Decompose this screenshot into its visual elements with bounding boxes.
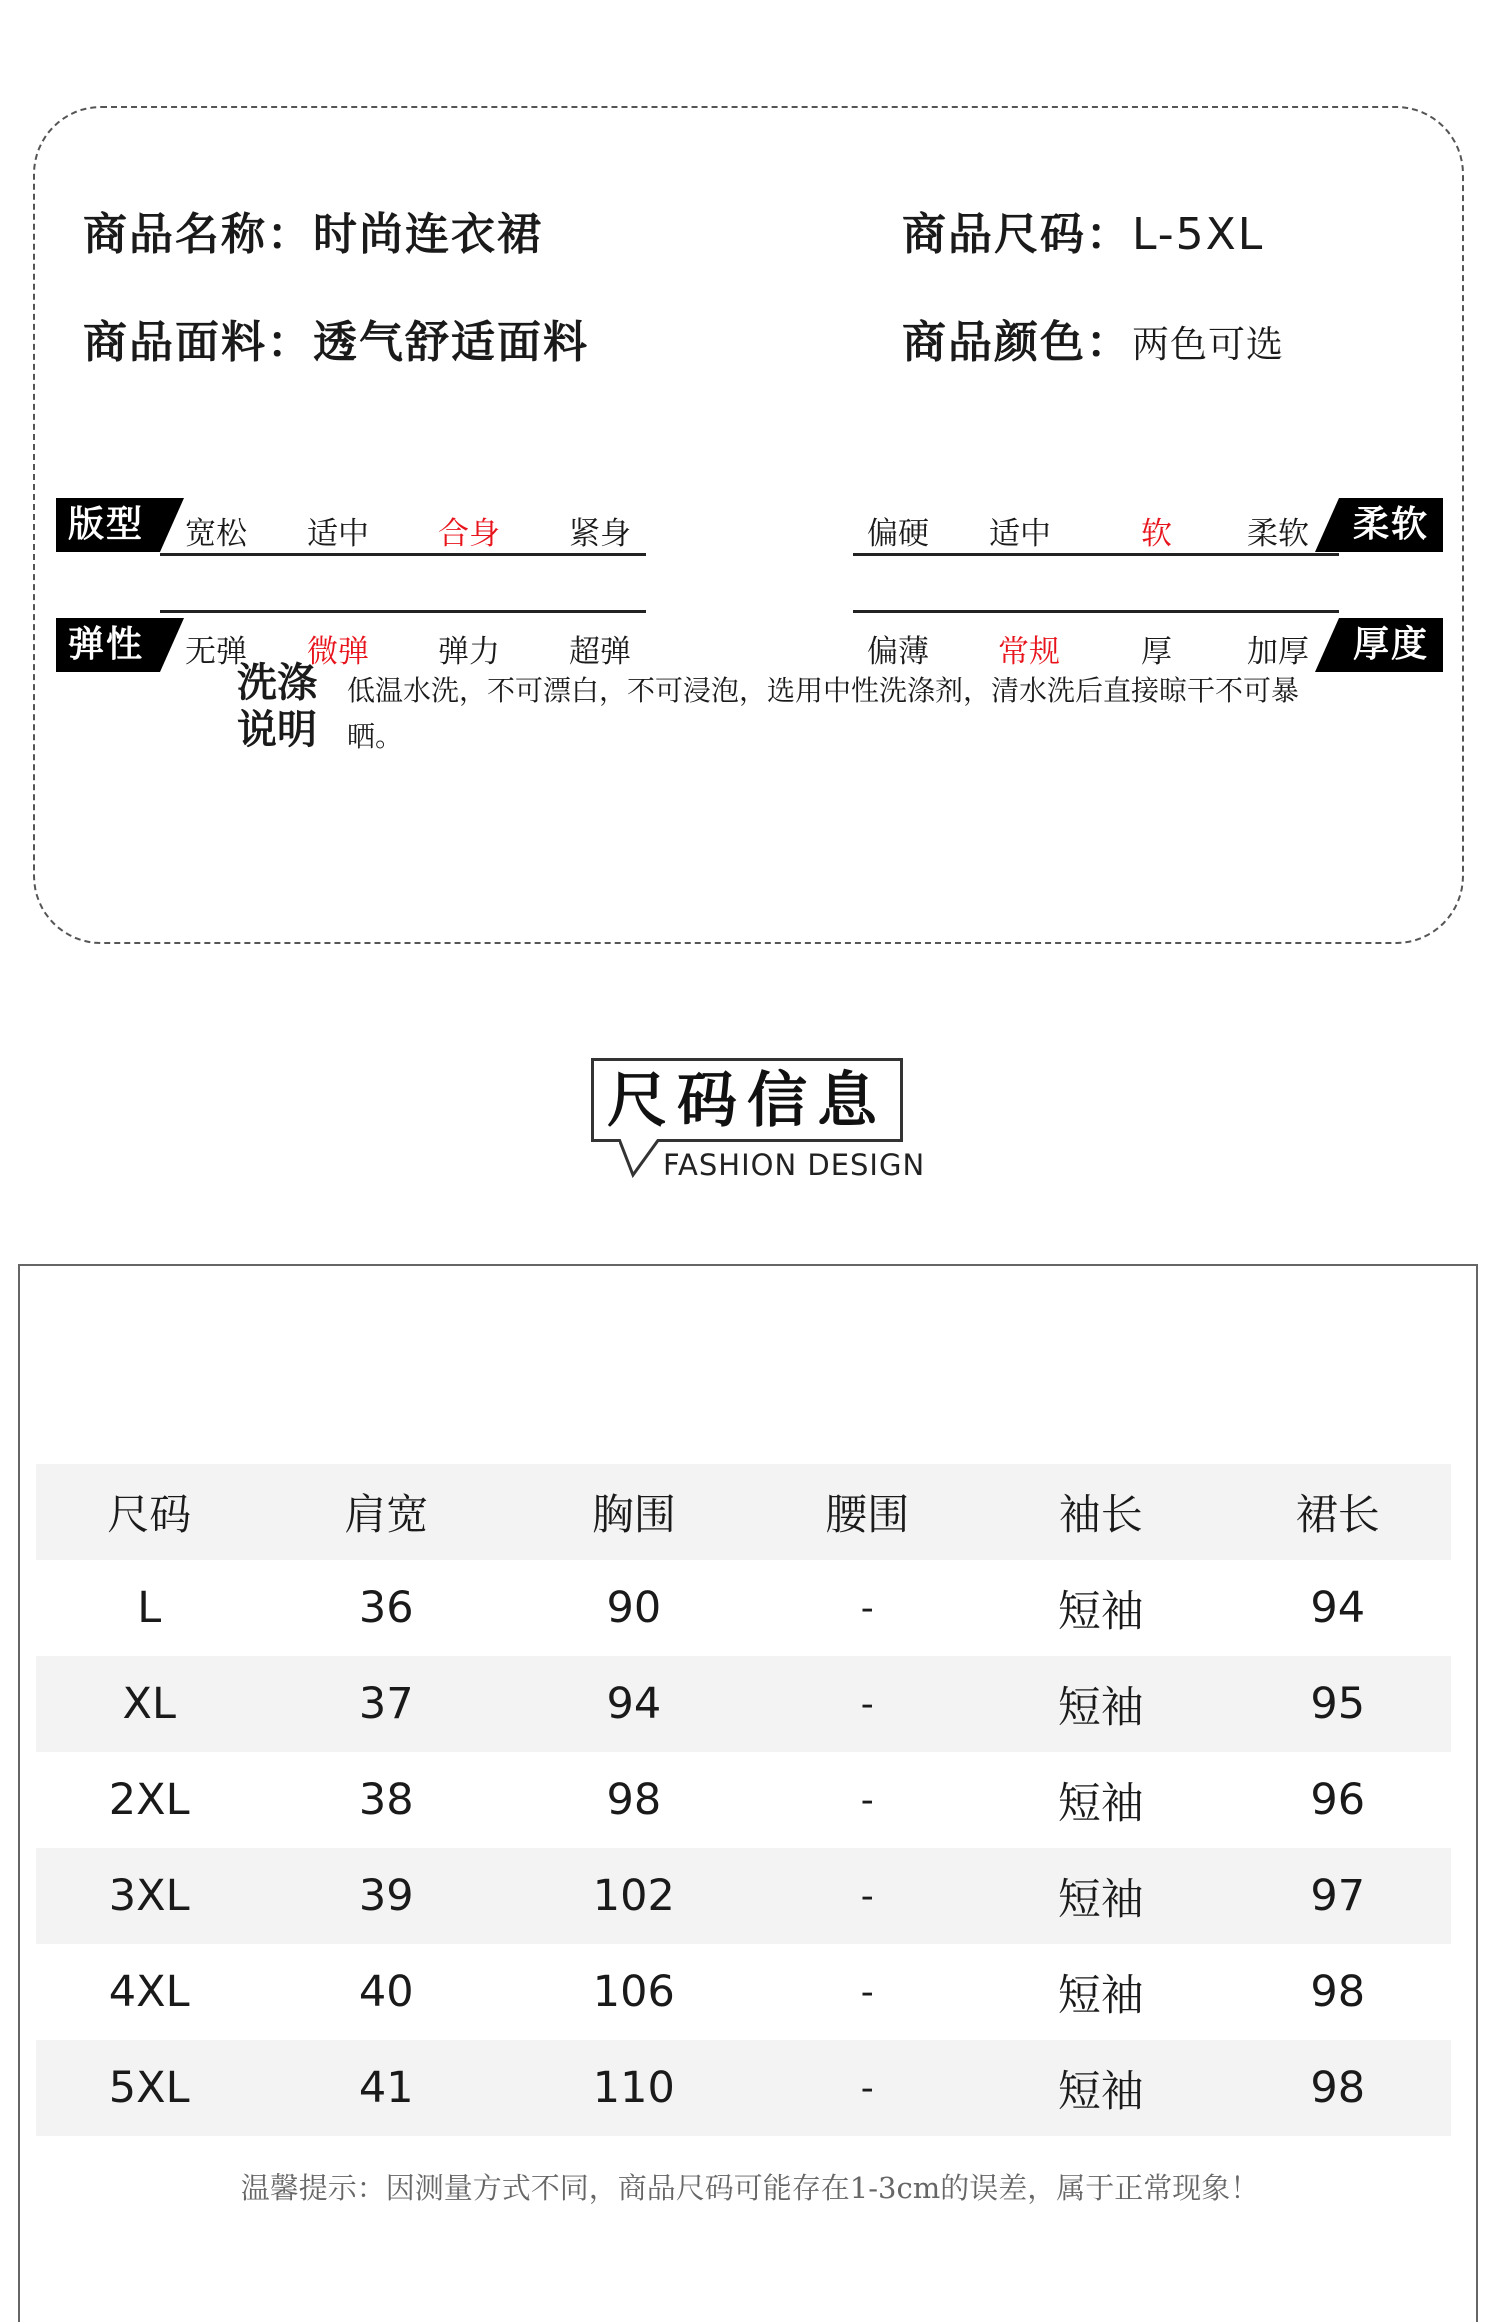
softness-scale-line — [853, 553, 1339, 556]
cell-dress-length: 94 — [1310, 1583, 1366, 1633]
softness-option: 适中 — [989, 516, 1051, 552]
size-info-subtitle: FASHION DESIGN — [663, 1148, 926, 1182]
softness-option-selected: 软 — [1141, 516, 1172, 552]
product-color-label: 商品颜色： — [902, 317, 1132, 368]
cell-waist: - — [860, 1971, 874, 2013]
product-name — [83, 198, 543, 262]
elasticity-tag: 弹性 — [56, 618, 160, 672]
fit-option: 宽松 — [185, 516, 247, 552]
cell-sleeve: 短袖 — [977, 2040, 1225, 2136]
thickness-option: 偏薄 — [867, 634, 929, 670]
table-row — [36, 2040, 1451, 2136]
table-row — [36, 1752, 1451, 1848]
fit-option: 紧身 — [569, 516, 631, 552]
product-fabric-label: 商品面料： — [83, 317, 313, 368]
fit-option: 适中 — [307, 516, 369, 552]
cell-bust: 110 — [510, 2040, 758, 2136]
thickness-option: 厚 — [1141, 634, 1172, 670]
cell-shoulder: 39 — [262, 1848, 510, 1944]
cell-dress-length: 95 — [1225, 1656, 1451, 1752]
washing-text: 低温水洗，不可漂白，不可浸泡，选用中性洗涤剂，清水洗后直接晾干不可暴晒。 — [347, 674, 1300, 753]
product-size-value: L-5XL — [1132, 209, 1265, 260]
cell-size: 2XL — [108, 1775, 190, 1825]
cell-shoulder: 41 — [262, 2040, 510, 2136]
cell-sleeve: 短袖 — [977, 1848, 1225, 1944]
speech-notch-icon — [619, 1139, 665, 1179]
cell-shoulder: 37 — [262, 1656, 510, 1752]
thickness-option: 加厚 — [1247, 634, 1309, 670]
size-info-heading — [591, 1058, 926, 1186]
cell-sleeve: 短袖 — [1057, 1778, 1144, 1829]
cell-size: XL — [36, 1656, 262, 1752]
header-sleeve: 袖长 — [977, 1464, 1225, 1560]
cell-shoulder: 36 — [358, 1583, 414, 1633]
cell-bust: 102 — [510, 1848, 758, 1944]
product-name-label: 商品名称： — [83, 209, 313, 260]
thickness-tag: 厚度 — [1339, 618, 1443, 672]
header-size: 尺码 — [36, 1464, 262, 1560]
header-shoulder: 肩宽 — [262, 1464, 510, 1560]
table-row — [36, 1944, 1451, 2040]
washing-title-line1: 洗涤 — [237, 660, 317, 706]
washing-instructions — [237, 660, 1327, 770]
washing-title — [237, 660, 331, 754]
cell-waist: - — [758, 2040, 977, 2136]
elasticity-option: 超弹 — [569, 634, 631, 670]
cell-sleeve: 短袖 — [1057, 1586, 1144, 1637]
elasticity-scale-line — [160, 610, 646, 613]
elasticity-option-selected: 微弹 — [307, 634, 369, 670]
cell-bust: 106 — [592, 1967, 675, 2017]
fit-option-selected: 合身 — [438, 516, 500, 552]
cell-size: L — [137, 1583, 162, 1633]
thickness-option-selected: 常规 — [998, 634, 1060, 670]
table-row — [36, 1848, 1451, 1944]
cell-shoulder: 40 — [358, 1967, 414, 2017]
cell-bust: 94 — [510, 1656, 758, 1752]
cell-waist: - — [758, 1656, 977, 1752]
softness-option: 柔软 — [1247, 516, 1309, 552]
product-size-label: 商品尺码： — [902, 209, 1132, 260]
size-table-header-row — [36, 1464, 1451, 1560]
table-row — [36, 1656, 1451, 1752]
product-name-value: 时尚连衣裙 — [313, 209, 543, 260]
cell-shoulder: 38 — [358, 1775, 414, 1825]
fit-scale — [56, 498, 646, 560]
size-info-title: 尺码信息 — [591, 1058, 903, 1142]
washing-title-line2: 说明 — [237, 707, 317, 753]
cell-size: 5XL — [36, 2040, 262, 2136]
product-size — [902, 198, 1264, 262]
cell-waist: - — [758, 1848, 977, 1944]
cell-dress-length: 98 — [1225, 2040, 1451, 2136]
cell-waist: - — [860, 1779, 874, 1821]
cell-sleeve: 短袖 — [977, 1656, 1225, 1752]
softness-scale — [853, 498, 1443, 560]
cell-size: 3XL — [36, 1848, 262, 1944]
table-row — [36, 1560, 1451, 1656]
header-dress-length: 裙长 — [1225, 1464, 1451, 1560]
product-fabric-value: 透气舒适面料 — [313, 317, 589, 368]
cell-waist: - — [860, 1587, 874, 1629]
cell-dress-length: 98 — [1310, 1967, 1366, 2017]
cell-sleeve: 短袖 — [1057, 1970, 1144, 2021]
product-color — [902, 306, 1284, 370]
softness-option: 偏硬 — [867, 516, 929, 552]
header-bust: 胸围 — [510, 1464, 758, 1560]
size-table — [36, 1464, 1451, 2136]
product-color-value: 两色可选 — [1132, 323, 1284, 366]
fit-scale-line — [160, 553, 646, 556]
thickness-scale-line — [853, 610, 1339, 613]
cell-dress-length: 96 — [1310, 1775, 1366, 1825]
measurement-tip: 温馨提示：因测量方式不同，商品尺码可能存在1-3cm的误差，属于正常现象！ — [240, 2171, 1260, 2205]
cell-bust: 98 — [606, 1775, 662, 1825]
cell-dress-length: 97 — [1225, 1848, 1451, 1944]
cell-bust: 90 — [606, 1583, 662, 1633]
softness-tag: 柔软 — [1339, 498, 1443, 552]
product-fabric — [83, 306, 589, 370]
elasticity-option: 弹力 — [438, 634, 500, 670]
elasticity-option: 无弹 — [185, 634, 247, 670]
header-waist: 腰围 — [758, 1464, 977, 1560]
fit-tag: 版型 — [56, 498, 160, 552]
cell-size: 4XL — [108, 1967, 190, 2017]
